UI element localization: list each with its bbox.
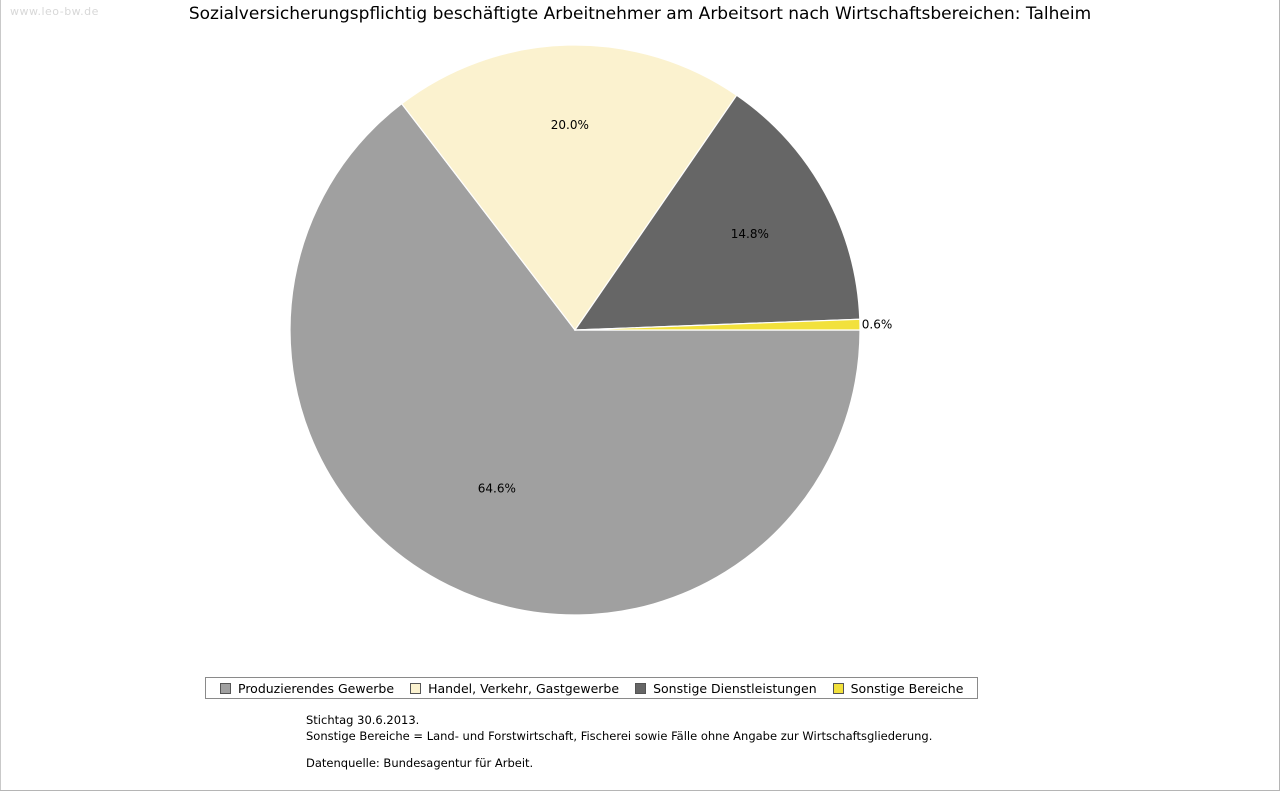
legend-label-3: Sonstige Bereiche	[850, 680, 964, 696]
legend-swatch-2	[635, 683, 646, 694]
footnote-other-areas: Sonstige Bereiche = Land- und Forstwirtschaft, Fischerei sowie Fälle ohne Angabe zur Wirtschaftsgliederung.	[306, 729, 933, 743]
footnote-source: Datenquelle: Bundesagentur für Arbeit.	[306, 756, 534, 770]
legend-item[interactable]	[410, 681, 619, 696]
legend-swatch-3	[833, 683, 844, 694]
legend-label-1: Handel, Verkehr, Gastgewerbe	[428, 680, 620, 696]
pie-chart	[0, 30, 1280, 650]
legend-item[interactable]	[833, 681, 964, 696]
legend-label-2: Sonstige Dienstleistungen	[653, 680, 817, 696]
legend-item[interactable]	[220, 681, 394, 696]
legend-swatch-0	[220, 683, 231, 694]
pie-svg	[290, 30, 990, 630]
legend-swatch-1	[410, 683, 421, 694]
legend-item[interactable]	[635, 681, 817, 696]
pie-slice-value-label: 20.0%	[550, 117, 589, 132]
legend-label-0: Produzierendes Gewerbe	[238, 680, 395, 696]
pie-slice-value-label: 0.6%	[861, 317, 893, 332]
watermark: www.leo-bw.de	[10, 5, 99, 18]
footnotes	[306, 712, 932, 771]
legend	[205, 677, 978, 699]
footnote-reference-date: Stichtag 30.6.2013.	[306, 713, 420, 727]
page-title: Sozialversicherungspflichtig beschäftigte Arbeitnehmer am Arbeitsort nach Wirtschaftsbereichen: Talheim	[188, 4, 1092, 24]
pie-slice-value-label: 14.8%	[730, 226, 769, 241]
pie-slice-value-label: 64.6%	[477, 481, 516, 496]
